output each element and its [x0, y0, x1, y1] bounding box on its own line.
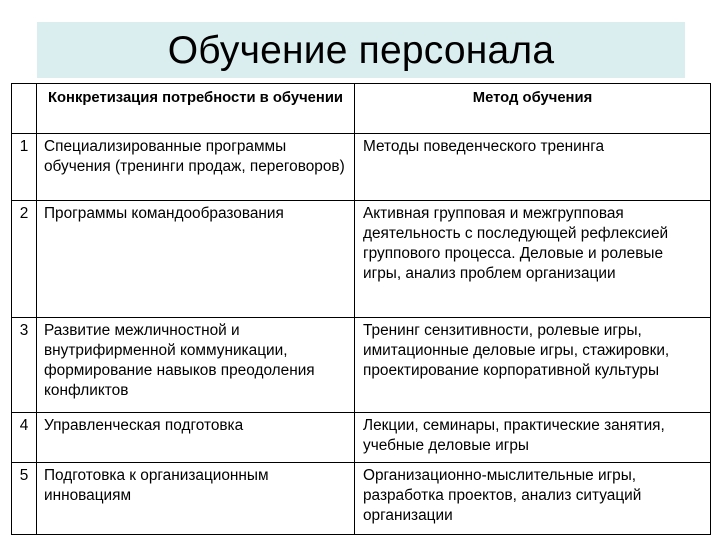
- table-row: [12, 463, 711, 535]
- method-cell: Активная групповая и межгрупповая деятельность с последующей рефлексией группового процесса. Деловые и ролевые игры, анализ проблем организации: [355, 201, 711, 318]
- need-cell: Программы командообразования: [37, 201, 355, 318]
- need-cell: Управленческая подготовка: [37, 413, 355, 463]
- row-number: 2: [12, 201, 37, 318]
- header-num-cell: [12, 84, 37, 134]
- page-title: Обучение персонала: [167, 28, 555, 72]
- training-table: [11, 83, 711, 535]
- need-cell: Специализированные программы обучения (тренинги продаж, переговоров): [37, 134, 355, 201]
- row-number: 4: [12, 413, 37, 463]
- method-cell: Тренинг сензитивности, ролевые игры, имитационные деловые игры, стажировки, проектирование корпоративной культуры: [355, 318, 711, 413]
- table-row: [12, 413, 711, 463]
- header-need: Конкретизация потребности в обучении: [37, 84, 355, 134]
- header-method: Метод обучения: [355, 84, 711, 134]
- need-cell: Подготовка к организационным инновациям: [37, 463, 355, 535]
- table-row: [12, 134, 711, 201]
- table-row: [12, 201, 711, 318]
- header-row: [12, 84, 711, 134]
- row-number: 1: [12, 134, 37, 201]
- need-cell: Развитие межличностной и внутрифирменной коммуникации, формирование навыков преодоления конфликтов: [37, 318, 355, 413]
- method-cell: Методы поведенческого тренинга: [355, 134, 711, 201]
- row-number: 3: [12, 318, 37, 413]
- table-row: [12, 318, 711, 413]
- method-cell: Организационно-мыслительные игры, разработка проектов, анализ ситуаций организации: [355, 463, 711, 535]
- row-number: 5: [12, 463, 37, 535]
- title-banner: [37, 22, 685, 78]
- method-cell: Лекции, семинары, практические занятия, учебные деловые игры: [355, 413, 711, 463]
